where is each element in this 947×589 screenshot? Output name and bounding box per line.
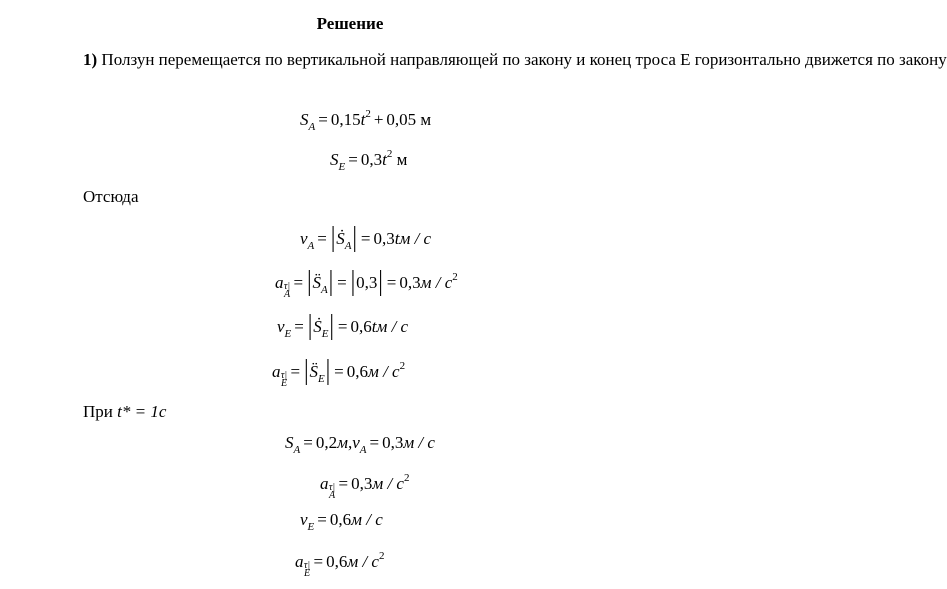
formula-term: = — [317, 229, 327, 248]
formula-term: A — [308, 121, 316, 133]
formula-term: Ṡ — [336, 229, 345, 248]
formula-term: 0,3 — [356, 273, 378, 292]
pri-value: t* = 1c — [117, 402, 167, 421]
formula-term: A — [359, 444, 367, 456]
formula-term: 0,3 — [360, 150, 383, 169]
formula-term: t — [360, 110, 366, 129]
formula-term: 0,6 — [346, 362, 368, 381]
formula-term: | — [307, 264, 312, 297]
formula-term: м — [392, 150, 408, 169]
formula-term: A — [344, 240, 352, 252]
formula-term: | — [378, 264, 383, 297]
section-title: Решение — [316, 14, 384, 33]
formula-term: a — [320, 474, 329, 493]
formula-term: | — [304, 353, 309, 386]
formula-term: S — [285, 433, 294, 452]
problem-paragraph — [37, 47, 947, 72]
formula-term: 0,3 — [399, 273, 421, 292]
formula-v-e-result — [300, 510, 383, 533]
formula-term: м / c — [420, 273, 453, 292]
formula-term: = — [337, 273, 347, 292]
formula-term: = — [360, 229, 371, 248]
formula-term: tм / c — [394, 229, 432, 248]
formula-term: = — [386, 273, 397, 292]
formula-term: v — [352, 433, 360, 452]
formula-term: 2 — [403, 472, 410, 484]
formula-a-e-result — [295, 550, 384, 578]
formula-term: 0,05 м — [386, 110, 432, 129]
formula-term: E — [338, 161, 346, 173]
formula-term: = — [348, 150, 358, 169]
item-number: 1) — [83, 50, 98, 69]
formula-term: | — [329, 308, 334, 341]
formula-term: | — [328, 264, 334, 297]
formula-a-a-result — [320, 472, 409, 500]
formula-v-e — [277, 308, 409, 341]
formula-term: = — [338, 474, 349, 493]
tau-index: τ|A — [328, 482, 336, 501]
formula-term: = — [317, 510, 327, 529]
tau-index: τ|E — [280, 370, 288, 389]
formula-term: a — [295, 552, 304, 571]
formula-term: S — [300, 110, 309, 129]
formula-term: 2 — [365, 108, 371, 120]
formula-term: | — [352, 220, 357, 253]
formula-term: 0,3 — [382, 433, 404, 452]
formula-term: = — [369, 433, 380, 452]
formula-term: 0,6 — [329, 510, 352, 529]
formula-term: Ṡ — [313, 317, 322, 336]
formula-v-a — [300, 220, 432, 253]
formula-term: м / c — [403, 433, 435, 452]
formula-term: 2 — [452, 271, 458, 283]
formula-term: E — [284, 328, 292, 340]
formula-term: v — [300, 229, 308, 248]
formula-term: = — [290, 362, 301, 381]
formula-a-e — [272, 353, 406, 389]
formula-term: = — [293, 273, 304, 292]
formula-term: 0,2 — [315, 433, 338, 452]
formula-a-a — [275, 264, 458, 300]
formula-term: = — [294, 317, 304, 336]
formula-term: | — [330, 220, 336, 253]
formula-term: A — [321, 284, 328, 296]
formula-s-a-result — [285, 433, 435, 456]
formula-term: 0,3 — [373, 229, 395, 248]
formula-term: A — [307, 240, 315, 252]
formula-term: м / c — [351, 510, 383, 529]
otsyuda-label: Отсюда — [83, 187, 139, 206]
tau-index: τ|E — [303, 560, 311, 579]
formula-term: 2 — [378, 550, 385, 562]
formula-term: E — [321, 328, 329, 340]
formula-term: S̈ — [309, 362, 318, 381]
formula-term: = — [303, 433, 313, 452]
formula-term: E — [307, 521, 315, 533]
formula-term: м / c — [347, 552, 379, 571]
formula-term: S — [330, 150, 339, 169]
formula-term: | — [350, 264, 356, 297]
formula-term: 0,6 — [326, 552, 348, 571]
formula-term: t — [382, 150, 387, 169]
pri-line — [83, 402, 166, 422]
formula-term: + — [373, 110, 384, 129]
formula-term: = — [313, 552, 324, 571]
formula-s-e — [330, 148, 407, 173]
formula-term: 0,3 — [351, 474, 373, 493]
formula-term: E — [318, 373, 325, 385]
formula-term: a — [272, 362, 281, 381]
formula-term: м / c — [372, 474, 404, 493]
formula-term: м — [337, 433, 348, 452]
formula-term: 2 — [399, 360, 406, 372]
formula-term: 0,6 — [350, 317, 372, 336]
formula-term: , — [347, 433, 353, 452]
formula-term: 2 — [386, 148, 393, 160]
formula-term: = — [318, 110, 328, 129]
tau-index: τ|A — [283, 281, 291, 300]
formula-term: = — [334, 362, 344, 381]
formula-term: v — [300, 510, 308, 529]
pri-label: При — [83, 402, 118, 421]
formula-term: a — [275, 273, 284, 292]
formula-term: S̈ — [312, 273, 321, 292]
formula-term: v — [277, 317, 285, 336]
paragraph-text: Ползун перемещается по вертикальной направляющей по закону и конец троса Е горизонтально движется по закону — [97, 50, 947, 69]
formula-term: м / c — [367, 362, 400, 381]
formula-term: = — [337, 317, 348, 336]
formula-term: | — [307, 308, 313, 341]
formula-term: | — [325, 353, 331, 386]
formula-term: tм / c — [371, 317, 409, 336]
formula-term: 0,15 — [330, 110, 361, 129]
formula-term: A — [293, 444, 301, 456]
formula-s-a — [300, 108, 431, 133]
